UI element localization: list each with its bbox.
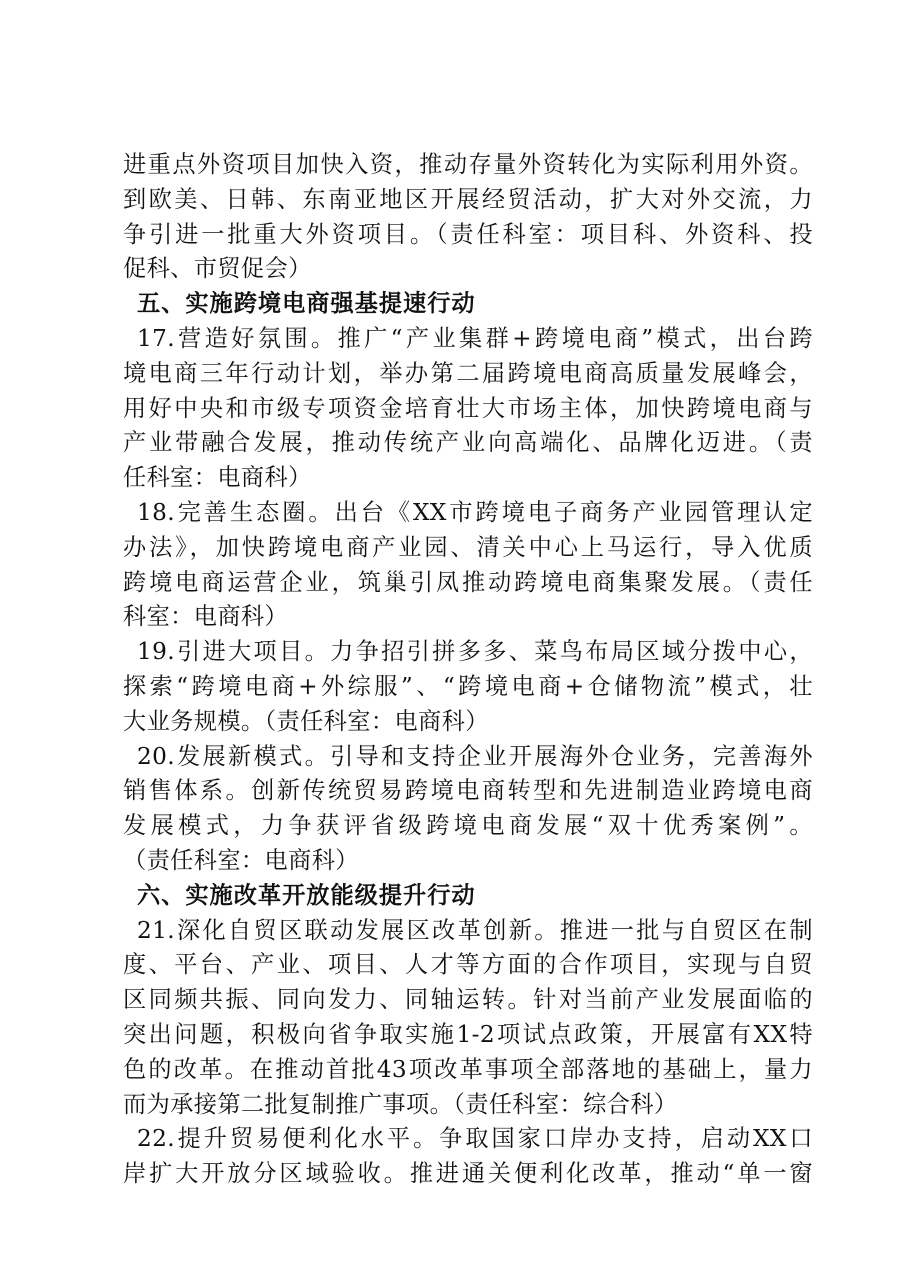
text-line: 进重点外资项目加快入资，推动存量外资转化为实际利用外资。: [123, 151, 813, 178]
text-line: 办法》，加快跨境电商产业园、清关中心上马运行，导入优质: [123, 533, 813, 561]
text-line: 境电商三年行动计划，举办第二届跨境电商高质量发展峰会，: [123, 359, 813, 387]
text-line: 突出问题，积极向省争取实施1-2项试点政策，开展富有XX特: [123, 1020, 813, 1048]
text-line: 到欧美、日韩、东南亚地区开展经贸活动，扩大对外交流，力: [123, 185, 813, 213]
text-line: 度、平台、产业、项目、人才等方面的合作项目，实现与自贸: [123, 951, 813, 979]
item-21-line: 21.深化自贸区联动发展区改革创新。推进一批与自贸区在制: [137, 916, 813, 944]
text-line: 科室：电商科）: [123, 603, 289, 631]
item-18-line: 18.完善生态圈。出台《XX市跨境电子商务产业园管理认定: [137, 498, 813, 526]
text-line: 任科室：电商科）: [123, 464, 312, 492]
text-line: 岸扩大开放分区域验收。推进通关便利化改革，推动“单一窗: [123, 1160, 813, 1188]
section-heading-6: 六、实施改革开放能级提升行动: [137, 881, 476, 909]
text-line: （责任科室：电商科）: [123, 846, 359, 874]
text-line: 用好中央和市级专项资金培育壮大市场主体，加快跨境电商与: [123, 394, 813, 422]
text-line: 产业带融合发展，推动传统产业向高端化、品牌化迈进。（责: [123, 429, 813, 457]
text-line: 色的改革。在推动首批43项改革事项全部落地的基础上，量力: [123, 1055, 813, 1083]
item-17-line: 17.营造好氛围。推广“产业集群+跨境电商”模式，出台跨: [137, 324, 813, 352]
text-line: 区同频共振、同向发力、同轴运转。针对当前产业发展面临的: [123, 986, 813, 1014]
text-line: 销售体系。创新传统贸易跨境电商转型和先进制造业跨境电商: [123, 777, 813, 805]
document-page: [123, 148, 813, 1192]
text-line: 跨境电商运营企业，筑巢引凤推动跨境电商集聚发展。（责任: [123, 568, 813, 596]
text-line: 发展模式，力争获评省级跨境电商发展“双十优秀案例”。: [123, 812, 813, 840]
text-line: 大业务规模。（责任科室：电商科）: [123, 707, 489, 735]
text-line: 争引进一批重大外资项目。（责任科室：项目科、外资科、投: [123, 220, 813, 248]
item-20-line: 20.发展新模式。引导和支持企业开展海外仓业务，完善海外: [137, 742, 813, 770]
section-heading-5: 五、实施跨境电商强基提速行动: [137, 290, 476, 318]
item-22-line: 22.提升贸易便利化水平。争取国家口岸办支持，启动XX口: [137, 1125, 813, 1153]
text-line: 探索“跨境电商+外综服”、“跨境电商+仓储物流”模式，壮: [123, 672, 813, 700]
text-line: 而为承接第二批复制推广事项。（责任科室：综合科）: [123, 1090, 678, 1118]
item-19-line: 19.引进大项目。力争招引拼多多、菜鸟布局区域分拨中心，: [137, 638, 813, 666]
text-line: 促科、市贸促会）: [123, 255, 312, 283]
